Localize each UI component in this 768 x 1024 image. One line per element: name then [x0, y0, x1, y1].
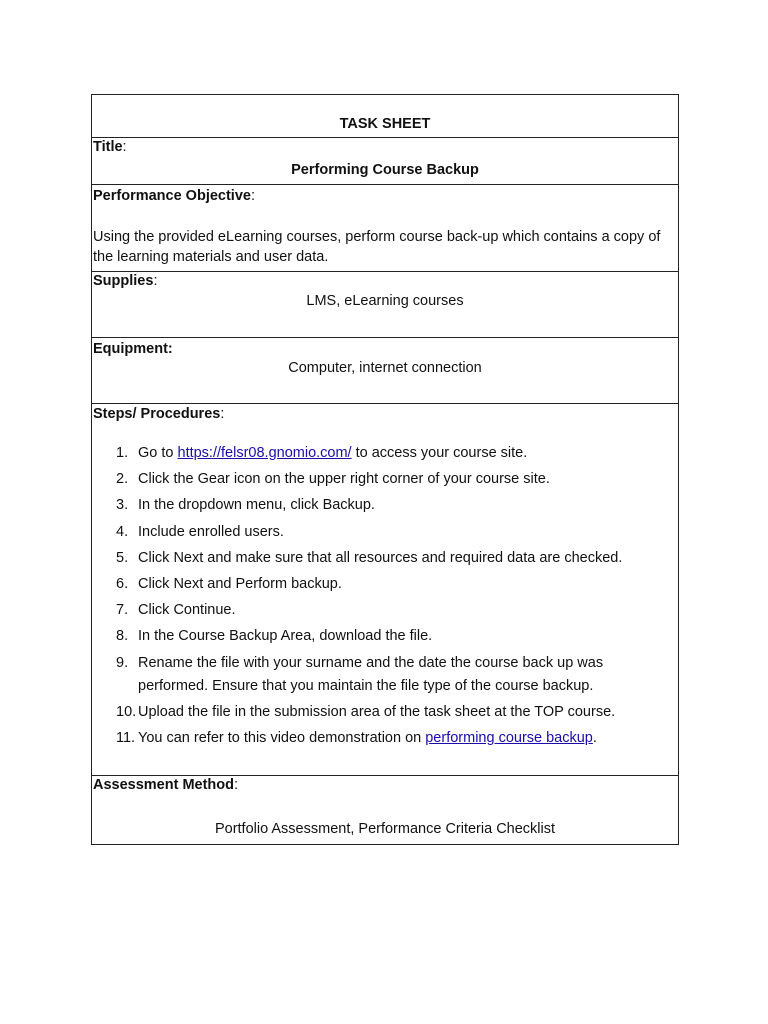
steps-colon: :	[220, 406, 225, 422]
list-item	[92, 468, 672, 491]
step-text: Click Continue.	[138, 602, 236, 619]
step-text: Upload the file in the submission area of the task sheet at the TOP course.	[138, 703, 616, 720]
step-text: Click Next and Perform backup.	[138, 575, 342, 592]
title-colon: :	[122, 139, 127, 155]
step-number: 9.	[116, 654, 129, 671]
step-number: 8.	[116, 628, 129, 645]
assessment-colon: :	[234, 777, 239, 793]
title-row	[92, 138, 678, 185]
step-number: 6.	[116, 575, 129, 592]
task-sheet-table	[91, 94, 679, 845]
list-item	[92, 652, 672, 698]
objective-row	[92, 185, 678, 272]
step-number: 1.	[116, 445, 129, 461]
assessment-label: Assessment Method	[93, 777, 235, 793]
supplies-heading	[93, 273, 157, 289]
assessment-value: Portfolio Assessment, Performance Criteria Checklist	[214, 821, 556, 837]
supplies-value: LMS, eLearning courses	[306, 293, 464, 309]
sheet-title: TASK SHEET	[339, 116, 431, 132]
equipment-heading	[93, 341, 173, 357]
step-text: In the Course Backup Area, download the file.	[138, 628, 433, 645]
header-row	[92, 95, 678, 138]
list-item	[92, 494, 672, 517]
step-text: In the dropdown menu, click Backup.	[138, 497, 375, 514]
step-text: Click Next and make sure that all resources and required data are checked.	[138, 549, 623, 566]
list-item	[92, 547, 672, 570]
step-text: to access your course site.	[351, 445, 528, 461]
course-site-link[interactable]: https://felsr08.gnomio.com/	[177, 445, 352, 461]
title-label: Title	[93, 139, 123, 155]
step-text: .	[592, 729, 597, 746]
objective-colon: :	[250, 188, 255, 204]
supplies-label: Supplies	[93, 273, 154, 289]
steps-heading	[93, 406, 224, 422]
supplies-colon: :	[153, 273, 158, 289]
step-text: Click the Gear icon on the upper right corner of your course site.	[138, 471, 550, 488]
objective-heading	[93, 188, 255, 204]
step-number: 4.	[116, 523, 129, 540]
equipment-value: Computer, internet connection	[288, 360, 482, 376]
step-number: 2.	[116, 471, 129, 488]
steps-list	[92, 442, 672, 753]
list-item	[92, 599, 672, 622]
objective-text: Using the provided eLearning courses, perform course back-up which contains a copy of the learning materials and user data.	[93, 229, 661, 265]
list-item	[92, 442, 672, 465]
step-number: 5.	[116, 549, 129, 566]
steps-row	[92, 404, 678, 776]
assessment-heading	[93, 777, 238, 793]
step-number: 11.	[116, 729, 136, 746]
list-item	[92, 701, 672, 724]
objective-label: Performance Objective	[93, 188, 251, 204]
step-text: Go to	[138, 445, 178, 461]
assessment-row	[92, 776, 678, 844]
course-title: Performing Course Backup	[291, 162, 479, 178]
step-number: 3.	[116, 497, 129, 514]
step-text: Include enrolled users.	[138, 523, 284, 540]
title-heading	[93, 139, 127, 155]
steps-label: Steps/ Procedures	[93, 406, 221, 422]
step-number: 7.	[116, 602, 129, 619]
step-number: 10.	[116, 703, 137, 720]
step-text: Rename the file with your surname and the date the course back up was performed. Ensure that you maintain the file type of the course backup.	[138, 654, 604, 694]
list-item	[92, 727, 672, 750]
list-item	[92, 625, 672, 648]
equipment-label: Equipment:	[93, 341, 173, 357]
list-item	[92, 573, 672, 596]
equipment-row	[92, 338, 678, 404]
list-item	[92, 521, 672, 544]
step-text: You can refer to this video demonstration on	[138, 729, 426, 746]
supplies-row	[92, 272, 678, 338]
video-demo-link[interactable]: performing course backup	[425, 729, 593, 746]
